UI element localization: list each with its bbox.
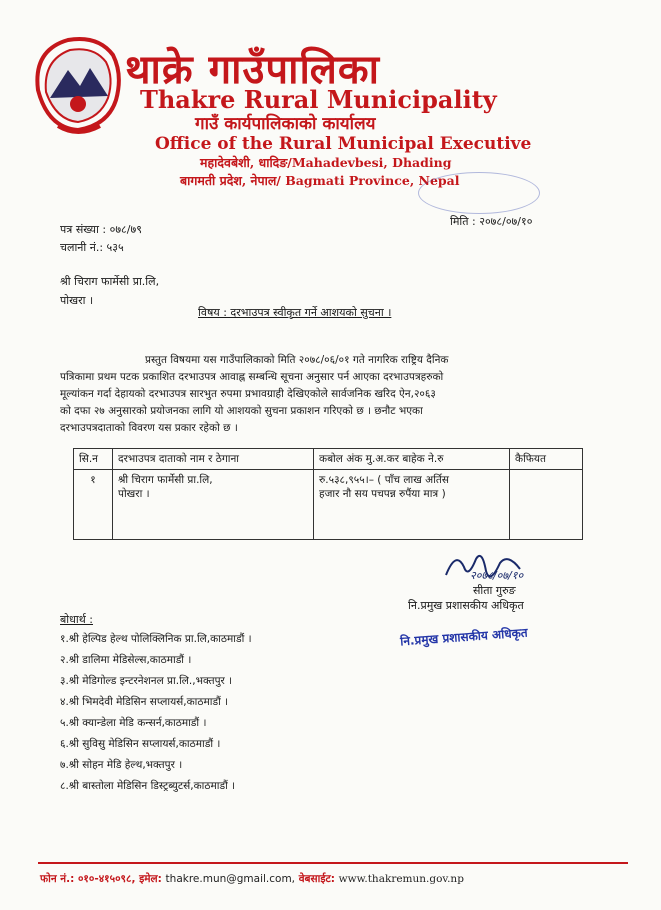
office-title-english: Office of the Rural Municipal Executive [155,134,532,154]
footer-contact [40,872,464,886]
serial-number-cell: १ [74,470,113,540]
cc-item: ४.श्री भिमदेवी मेडिसिन सप्लायर्स,काठमाडौं । [60,696,229,708]
addressee-city: पोखरा । [60,294,94,307]
letter-subject: विषय : दरभाउपत्र स्वीकृत गर्ने आशयको सुचना । [198,306,392,319]
table-header: कबोल अंक मु.अ.कर बाहेक ने.रु [314,449,510,470]
municipality-emblem [28,30,128,140]
bidder-address: पोखरा । [118,488,150,500]
body-line-2: पत्रिकामा प्रथम पटक प्रकाशित दरभाउपत्र आवाह्न सम्बन्धि सूचना अनुसार पर्न आएका दरभाउपत्रहरुको [60,371,444,383]
body-line-5: दरभाउपत्रदाताको विवरण यस प्रकार रहेको छ । [60,422,238,434]
table-header: सि.न [74,449,113,470]
designation-stamp: नि.प्रमुख प्रशासकीय अधिकृत [399,625,529,649]
addressee-name: श्री चिराग फार्मेसी प्रा.लि, [60,275,160,288]
table-header: दरभाउपत्र दाताको नाम र ठेगाना [113,449,314,470]
signatory-name: सीता गुरुङ [473,584,516,597]
bid-amount-cell [314,470,510,540]
signature-date: २०७८/०७/१० [470,569,524,582]
cc-item: ३.श्री मेडिगोल्ड इन्टरनेशनल प्रा.लि.,भक्तपुर । [60,675,233,687]
municipality-title-nepali: थाक्रे गाउँपालिका [125,47,381,93]
table-row [74,470,583,540]
table-header: कैफियत [510,449,583,470]
cc-item: ७.श्री सोहन मेडि हेल्थ,भक्तपुर । [60,759,183,771]
body-line-1: प्रस्तुत विषयमा यस गाउँपालिकाको मिति २०७८/०६/०१ गते नागरिक राष्ट्रिय दैनिक [145,354,449,366]
table-header-row [74,449,583,470]
footer-email-label: इमेल: [139,873,162,885]
cc-item: ८.श्री बास्तोला मेडिसिन डिस्ट्रब्युटर्स,काठमाडौं । [60,780,236,792]
bid-table [73,448,583,540]
office-seal [418,172,540,214]
footer-web-label: वेबसाईट: [298,873,335,885]
office-title-nepali: गाउँ कार्यपालिकाको कार्यालय [195,114,376,134]
bid-amount-line-2: हजार नौ सय पचपन्न रुपैंया मात्र ) [319,488,446,500]
cc-item: ५.श्री क्यान्डेला मेडि कन्सर्न,काठमाडौं । [60,717,207,729]
footer-email: thakre.mun@gmail.com, [165,873,296,885]
footer-phone: फोन नं.: ०१०-४१५०९८, [40,873,136,885]
letter-date: मिति : २०७८/०७/१० [450,215,533,228]
remarks-cell [510,470,583,540]
cc-item: २.श्री डालिमा मेडिसेल्स,काठमाडौं । [60,654,192,666]
cc-item: ६.श्री सुविसु मेडिसिन सप्लायर्स,काठमाडौं । [60,738,221,750]
body-line-4: को दफा २७ अनुसारको प्रयोजनका लागि यो आशयको सुचना प्रकाशन गरिएको छ । छनौट भएका [60,405,423,417]
bidder-name: श्री चिराग फार्मेसी प्रा.लि, [118,474,213,486]
bidder-cell [113,470,314,540]
footer-website: www.thakremun.gov.np [338,873,464,885]
municipality-title-english: Thakre Rural Municipality [140,85,497,114]
address-line-1: महादेवबेशी, धादिङ/Mahadevbesi, Dhading [200,155,452,170]
cc-heading: बोधार्थ : [60,613,93,626]
cc-item: १.श्री हेल्पिड हेल्थ पोलिक्लिनिक प्रा.लि,काठमाडौं । [60,633,252,645]
signatory-title: नि.प्रमुख प्रशासकीय अधिकृत [408,599,524,612]
footer-divider [38,862,628,864]
letter-reference-number: पत्र संख्या : ०७८/७९ [60,223,142,236]
bid-amount-line-1: रु.५३८,९५५।– ( पाँच लाख अर्तिस [319,474,449,486]
body-line-3: मूल्यांकन गर्दा देहायको दरभाउपत्र सारभुत रुपमा प्रभावग्राही देखिएकोले सार्वजनिक खरिद ऐन,२०६३ [60,388,436,400]
address-line-2: बागमती प्रदेश, नेपाल/ Bagmati Province, Nepal [180,173,460,188]
dispatch-number: चलानी नं.: ५३५ [60,241,124,254]
